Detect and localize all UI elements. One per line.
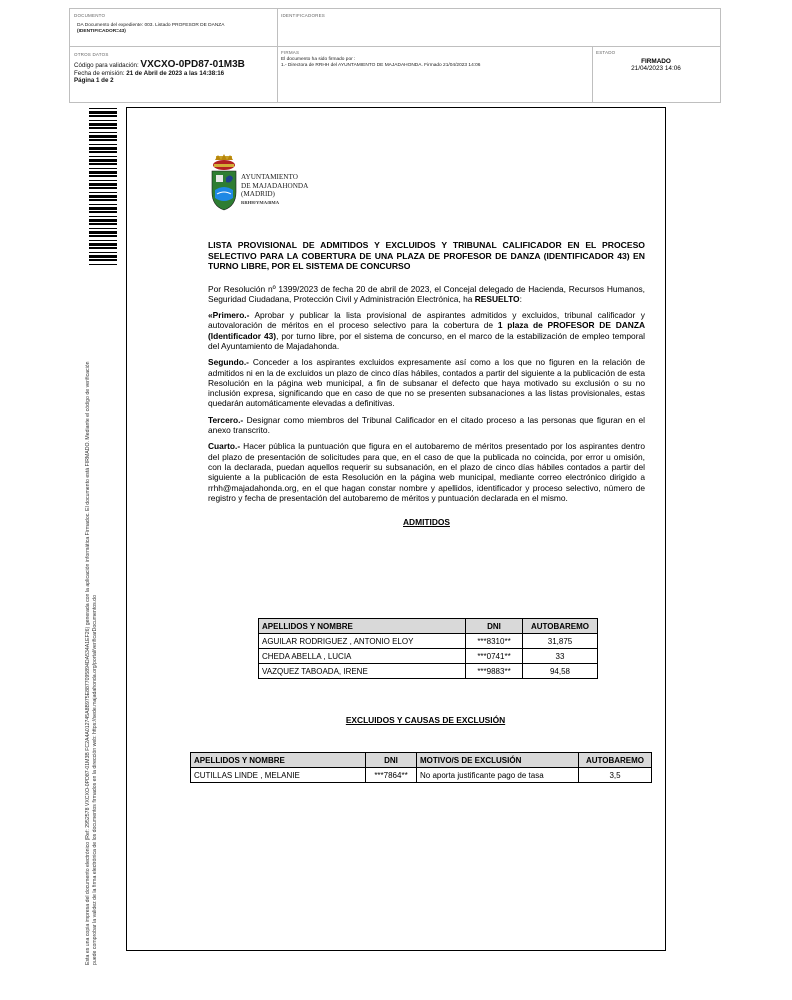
column-header: AUTOBAREMO [523, 619, 598, 634]
codigo-value: VXCXO-0PD87-01M3B [140, 59, 245, 70]
table-header-row [191, 753, 652, 768]
primero-paragraph [208, 310, 645, 351]
codigo-label: Código para validación: [74, 62, 139, 69]
side-text-line-1: Esta es una copia impresa del documento electrónico (Ref: 2952578 VXCXO-0PD87-01M3B FC2A4A012745A8B975E8877095894DA534A1EF26) generada con la aplicación informática Firmadoc. El documento está FIRMADO. Mediante el código de verificación [85, 361, 91, 965]
cuarto-text: Hacer pública la puntuación que figura en el autobaremo de méritos presentado por los aspirantes dentro del plazo de presentación de solicitudes para que, en el caso de que la publicada no coincida, por error u omisión, con la declarada, puedan aquellos requerir su subsanación, en el plazo de cinco días hábiles contados a partir del siguiente a la publicación de esta Resolución en la página web municipal, mediante correo electrónico dirigido a rrhh@majadahonda.org, en el que hagan constar nombre y apellidos, identificador y proceso selectivo, número de registro y fecha de presentación del autobaremo de méritos y puntuación declarada en el mismo. [208, 441, 645, 503]
document-title: LISTA PROVISIONAL DE ADMITIDOS Y EXCLUIDOS Y TRIBUNAL CALIFICADOR EN EL PROCESO SELECTIVO PARA LA COBERTURA DE UNA PLAZA DE PROFESOR DE DANZA (IDENTIFICADOR 43) EN TURNO LIBRE, POR EL SISTEMA DE CONCURSO [208, 240, 645, 271]
table-cell: CUTILLAS LINDE , MELANIE [191, 768, 366, 783]
identificadores-label: IDENTIFICADORES [281, 13, 326, 18]
primero-bold: 1 plaza de PROFESOR DE DANZA (Identificador 43) [208, 320, 645, 341]
documento-label: DOCUMENTO [74, 13, 106, 18]
excluidos-table [190, 752, 652, 783]
table-cell: ***7864** [366, 768, 417, 783]
table-cell: No aporta justificante pago de tasa [417, 768, 579, 783]
tercero-paragraph [208, 415, 645, 436]
table-row [259, 634, 598, 649]
estado-fecha: 21/04/2023 14:06 [631, 65, 681, 72]
firmas-detail: 1.- Directora de RRHH del AYUNTAMIENTO DE MAJADAHONDA. Firmado 21/04/2023 14:06 [281, 63, 481, 68]
table-cell: 94,58 [523, 664, 598, 679]
cuarto-paragraph [208, 441, 645, 503]
table-row [191, 768, 652, 783]
document-page [126, 107, 666, 951]
fecha-emision-label: Fecha de emisión: [74, 69, 125, 77]
column-header: APELLIDOS Y NOMBRE [191, 753, 366, 768]
segundo-paragraph [208, 357, 645, 408]
intro-resuelto: RESUELTO [474, 293, 520, 304]
coat-of-arms-icon [209, 154, 239, 216]
table-cell: CHEDA ABELLA , LUCIA [259, 649, 466, 664]
documento-text: DA Documento del expediente: 003. Listado PROFESOR DE DANZA [77, 23, 225, 28]
codigo-validacion [74, 61, 274, 70]
table-cell: ***0741** [466, 649, 523, 664]
cuarto-label: Cuarto.- [208, 441, 241, 452]
otros-datos-label: OTROS DATOS [74, 52, 109, 57]
tercero-text: Designar como miembros del Tribunal Calificador en el citado proceso a las personas que figuran en el anexo transcrito. [208, 414, 645, 436]
firmas-text: El documento ha sido firmado por : [281, 57, 356, 62]
documento-cell [74, 13, 274, 35]
intro-end: : [519, 293, 522, 304]
tercero-label: Tercero.- [208, 414, 244, 425]
table-cell: VAZQUEZ TABOADA, IRENE [259, 664, 466, 679]
table-cell: AGUILAR RODRIGUEZ , ANTONIO ELOY [259, 634, 466, 649]
admitidos-table [258, 618, 598, 679]
excluidos-title: EXCLUIDOS Y CAUSAS DE EXCLUSIÓN [345, 715, 506, 725]
identificadores-cell [281, 13, 581, 18]
estado-cell [596, 50, 716, 72]
intro-paragraph [208, 284, 645, 305]
intro-text: Por Resolución nº 1399/2023 de fecha 20 de abril de 2023, el Concejal delegado de Hacienda, Recursos Humanos, Seguridad Ciudadana, Protección Civil y Administración Electrónica, ha [208, 283, 645, 304]
table-cell: ***8310** [466, 634, 523, 649]
column-header: MOTIVO/S DE EXCLUSIÓN [417, 753, 579, 768]
primero-text-b: , por turno libre, por el sistema de concurso, en el marco de la estabilización de empleo temporal del Ayuntamiento de Majadahonda. [208, 330, 645, 351]
table-cell: 31,875 [523, 634, 598, 649]
ayuntamiento-name [241, 173, 308, 207]
ayuntamiento-logo [209, 154, 329, 214]
column-header: DNI [366, 753, 417, 768]
ayuntamiento-line-3: (MADRID) [241, 190, 275, 199]
primero-text-a: Aprobar y publicar la lista provisional de aspirantes admitidos y excluidos, tribunal calificador y autovaloración de méritos en el proceso selectivo para la cobertura de [208, 310, 645, 331]
column-header: AUTOBAREMO [579, 753, 652, 768]
document-header [69, 8, 721, 103]
segundo-text: Conceder a los aspirantes excluidos expresamente así como a los que no figuren en la relación de admitidos ni en la de excluidos un plazo de cinco días hábiles, contados a partir del siguiente a la publicación de esta Resolución en la página web municipal, a fin de subsanar el defecto que haya motivado su exclusión o su no inclusión expresa, significando que en caso de que no se presenten subsanaciones a las listas provisionales, estas quedarán automáticamente elevadas a definitivas. [208, 357, 645, 409]
table-header-row [259, 619, 598, 634]
fecha-emision [74, 70, 274, 78]
header-divider [70, 46, 720, 47]
admitidos-title: ADMITIDOS [403, 517, 450, 528]
estado-label: ESTADO [596, 50, 616, 55]
fecha-emision-value: 21 de Abril de 2023 a las 14:38:16 [126, 69, 225, 77]
table-cell: ***9883** [466, 664, 523, 679]
header-divider [592, 47, 593, 102]
estado-value: FIRMADO [641, 58, 671, 65]
table-cell: 33 [523, 649, 598, 664]
firmas-label: FIRMAS [281, 50, 300, 55]
column-header: DNI [466, 619, 523, 634]
primero-label: «Primero.- [208, 310, 250, 321]
firmas-cell [281, 50, 586, 69]
table-row [259, 649, 598, 664]
ayuntamiento-line-1: AYUNTAMIENTO [241, 173, 298, 181]
table-cell: 3,5 [579, 768, 652, 783]
page-number: Página 1 de 2 [74, 77, 114, 85]
header-divider [277, 9, 278, 102]
department-reference: RRHH/YMA/BMA [241, 199, 280, 205]
table-row [259, 664, 598, 679]
document-body [208, 240, 645, 527]
column-header: APELLIDOS Y NOMBRE [259, 619, 466, 634]
otros-datos-cell [74, 52, 274, 85]
ayuntamiento-line-2: DE MAJADAHONDA [241, 181, 309, 190]
verification-side-text [85, 275, 98, 965]
documento-identificador: (IDENTIFICADOR=43) [77, 29, 126, 34]
segundo-label: Segundo.- [208, 357, 249, 368]
barcode [89, 108, 117, 266]
side-text-line-2: puede comprobar la validez de la firma electrónica de los documentos firmados en la dirección web: https://sede.majadahonda.org/portal/verificarDocumentos.do [91, 595, 98, 965]
